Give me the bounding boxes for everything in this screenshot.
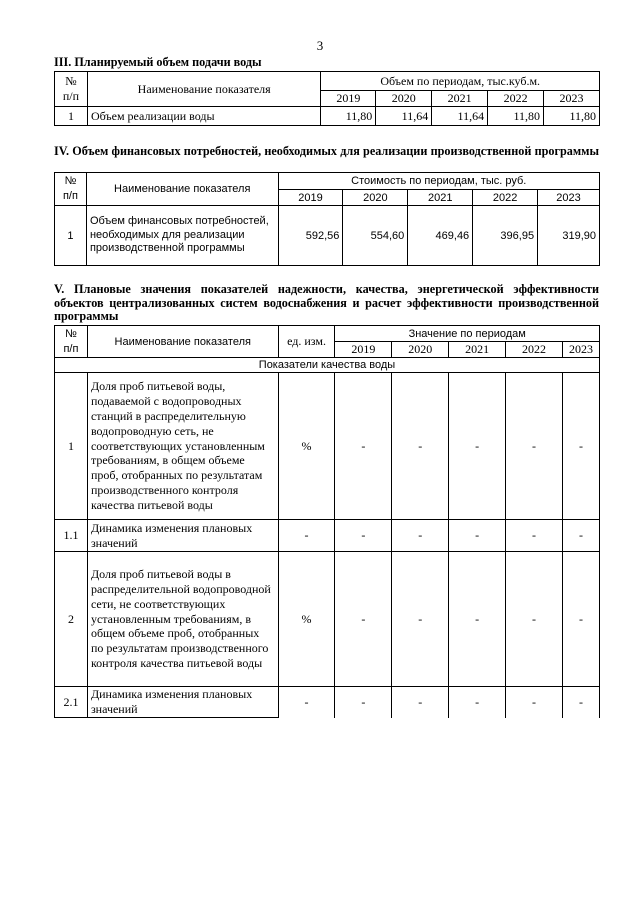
section-4-table — [54, 172, 600, 266]
col-header-num: № п/п — [55, 173, 87, 206]
row-num: 2.1 — [55, 687, 88, 718]
section-4-title — [54, 145, 599, 172]
year-header: 2020 — [376, 91, 432, 107]
row-num: 1 — [55, 373, 88, 520]
row-name: Динамика изменения плановых значений — [87, 687, 278, 718]
year-header: 2023 — [544, 91, 600, 107]
section-5-title-text: V. Плановые значения показателей надежности, качества, энергетической эффективности объектов централизованных систем водоснабжения и расчет эффективности производственной программы — [54, 282, 599, 323]
row-value: - — [506, 373, 563, 520]
year-header: 2020 — [392, 342, 449, 358]
row-value: - — [392, 373, 449, 520]
row-value: 11,80 — [544, 107, 600, 126]
col-header-periods: Объем по периодам, тыс.куб.м. — [321, 72, 600, 91]
year-header: 2022 — [473, 190, 538, 206]
row-num: 1 — [55, 206, 87, 266]
row-value: - — [335, 373, 392, 520]
row-value: 554,60 — [343, 206, 408, 266]
year-header: 2022 — [506, 342, 563, 358]
section-3-title: III. Планируемый объем подачи воды — [54, 55, 262, 69]
row-value: 396,95 — [473, 206, 538, 266]
row-value: - — [562, 552, 599, 687]
row-value: - — [562, 373, 599, 520]
col-header-num: № п/п — [55, 72, 88, 107]
table-row — [55, 687, 600, 718]
year-header: 2021 — [408, 190, 473, 206]
table-row — [55, 206, 600, 266]
row-value: - — [506, 552, 563, 687]
row-unit: % — [278, 552, 335, 687]
section-5-title — [54, 283, 599, 324]
row-value: - — [392, 552, 449, 687]
row-value: - — [506, 687, 563, 718]
row-unit: - — [278, 687, 335, 718]
row-num: 2 — [55, 552, 88, 687]
row-value: - — [562, 520, 599, 552]
row-value: 319,90 — [538, 206, 600, 266]
row-value: 592,56 — [278, 206, 343, 266]
year-header: 2019 — [335, 342, 392, 358]
row-value: 469,46 — [408, 206, 473, 266]
col-header-name: Наименование показателя — [87, 72, 320, 107]
row-value: - — [449, 687, 506, 718]
year-header: 2019 — [278, 190, 343, 206]
row-value: - — [506, 520, 563, 552]
table-row — [55, 107, 600, 126]
col-header-unit: ед. изм. — [278, 326, 335, 358]
year-header: 2023 — [562, 342, 599, 358]
row-value: - — [392, 687, 449, 718]
row-name: Объем финансовых потребностей, необходимых для реализации производственной программы — [86, 206, 278, 266]
year-header: 2022 — [488, 91, 544, 107]
row-value: 11,64 — [376, 107, 432, 126]
col-header-name: Наименование показателя — [87, 326, 278, 358]
section-4-title-text: IV. Объем финансовых потребностей, необходимых для реализации производственной программы — [54, 144, 599, 158]
col-header-num: № п/п — [55, 326, 88, 358]
row-name: Объем реализации воды — [87, 107, 320, 126]
row-unit: - — [278, 520, 335, 552]
year-header: 2019 — [321, 91, 376, 107]
row-value: - — [562, 687, 599, 718]
row-value: 11,64 — [432, 107, 488, 126]
row-unit: % — [278, 373, 335, 520]
page-number: 3 — [316, 38, 324, 53]
table-row — [55, 552, 600, 687]
year-header: 2021 — [432, 91, 488, 107]
row-value: 11,80 — [321, 107, 376, 126]
row-name: Доля проб питьевой воды, подаваемой с водопроводных станций в распределительную водопроводную сеть, не соответствующих установленным требованиям, в общем объеме проб, отобранных по результатам производственного контроля качества питьевой воды — [87, 373, 278, 520]
year-header: 2021 — [449, 342, 506, 358]
row-value: - — [449, 373, 506, 520]
year-header: 2023 — [538, 190, 600, 206]
row-name: Динамика изменения плановых значений — [87, 520, 278, 552]
row-value: - — [392, 520, 449, 552]
row-value: - — [335, 687, 392, 718]
group-header: Показатели качества воды — [55, 358, 600, 373]
col-header-periods: Значение по периодам — [335, 326, 600, 342]
row-name: Доля проб питьевой воды в распределительной водопроводной сети, не соответствующих установленным требованиям, в общем объеме проб, отобранных по результатам производственного контроля качества питьевой воды — [87, 552, 278, 687]
row-value: - — [449, 552, 506, 687]
row-value: - — [335, 552, 392, 687]
section-3-table — [54, 71, 600, 126]
table-row — [55, 373, 600, 520]
col-header-periods: Стоимость по периодам, тыс. руб. — [278, 173, 599, 190]
table-row — [55, 520, 600, 552]
year-header: 2020 — [343, 190, 408, 206]
row-num: 1.1 — [55, 520, 88, 552]
section-5-table — [54, 325, 600, 718]
col-header-name: Наименование показателя — [86, 173, 278, 206]
row-num: 1 — [55, 107, 88, 126]
row-value: - — [335, 520, 392, 552]
row-value: 11,80 — [488, 107, 544, 126]
row-value: - — [449, 520, 506, 552]
